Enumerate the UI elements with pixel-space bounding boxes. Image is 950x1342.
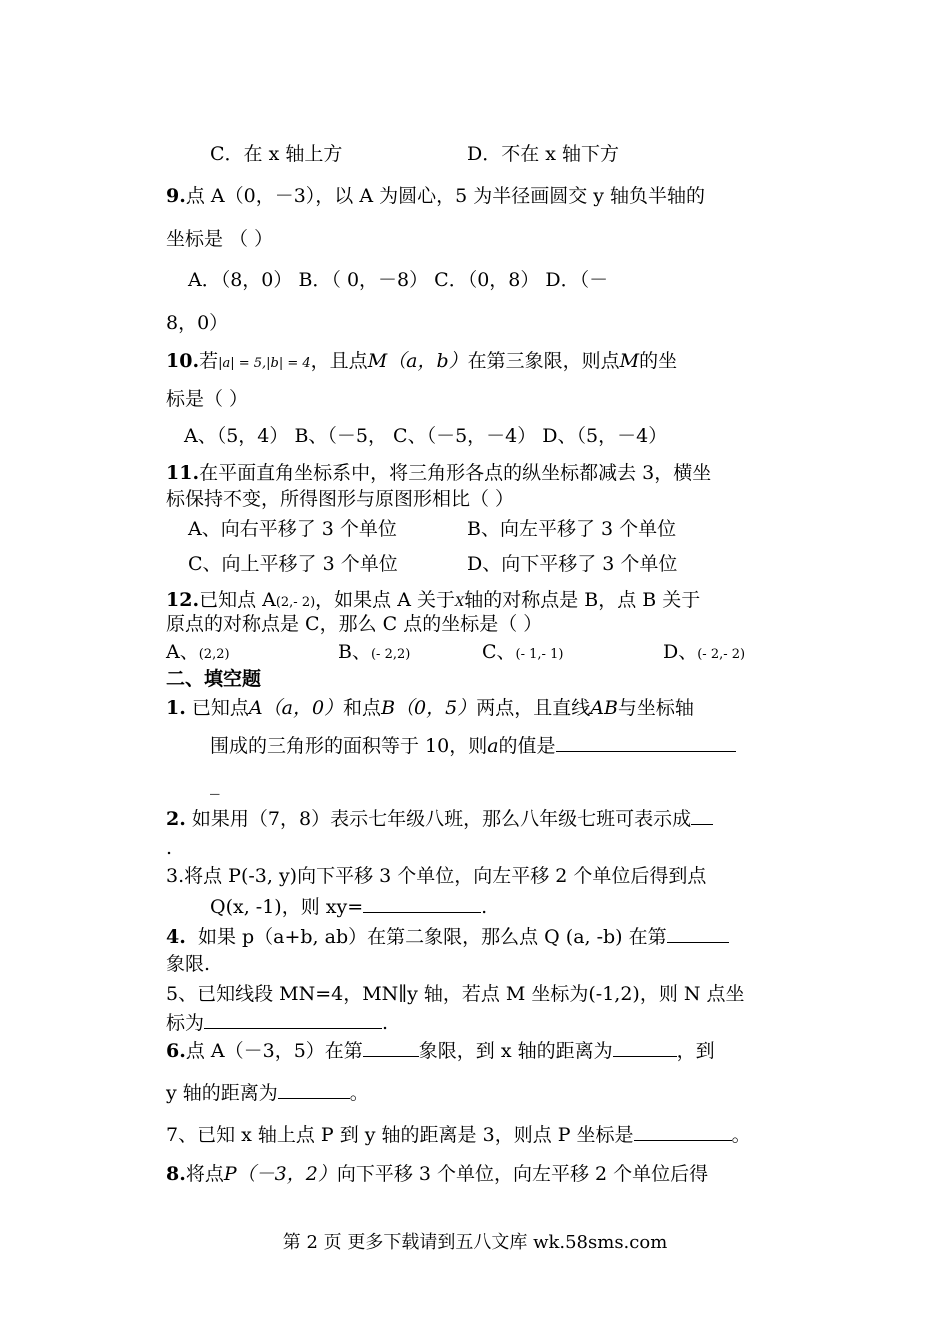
q10-end: 的坐 <box>639 350 678 372</box>
q11-line2: 标保持不变，所得图形与原图形相比（ ） <box>166 488 515 510</box>
f6-y-distance-blank[interactable] <box>278 1080 350 1099</box>
f4-line1 <box>166 924 729 949</box>
q10-point-m2: M <box>619 350 640 372</box>
q12-line1 <box>166 588 700 615</box>
q8-option-d: D．不在 x 轴下方 <box>467 143 620 165</box>
q10-options: A、（5，4） B、（－5， C、（－5，－4） D、（5，－4） <box>184 425 668 447</box>
f6-x-distance-blank[interactable] <box>613 1038 677 1057</box>
f1-line2-post: 的值是 <box>498 735 556 757</box>
f6-line2 <box>166 1080 369 1105</box>
f5-line2-end: . <box>382 1012 389 1034</box>
f4-number: 4. <box>166 926 186 948</box>
q11-option-d: D、向下平移了 3 个单位 <box>467 553 678 575</box>
f8-number: 8. <box>166 1163 186 1185</box>
f7-end: 。 <box>731 1124 751 1146</box>
q10-abs-expr: |a| = 5,|b| = 4 <box>218 356 311 371</box>
f8-pre: 将点 <box>185 1163 224 1185</box>
q12-option-c-value: (- 1,- 1) <box>515 647 564 662</box>
q10-pre: 若 <box>199 350 219 372</box>
f1-line2 <box>210 733 736 758</box>
f6-line1 <box>166 1038 715 1063</box>
section-heading: 二、填空题 <box>166 668 262 690</box>
f6-number: 6. <box>166 1040 186 1062</box>
f2-number: 2. <box>166 808 186 830</box>
f5-line1: 5、已知线段 MN=4，MN∥y 轴，若点 M 坐标为(-1,2)，则 N 点坐 <box>166 983 745 1005</box>
f1-line-ab: AB <box>590 697 618 719</box>
q12-line2: 原点的对称点是 C，那么 C 点的坐标是（ ） <box>166 613 543 635</box>
q12-option-d <box>663 640 745 667</box>
q11-number: 11. <box>166 462 200 484</box>
f7-stem: 7、已知 x 轴上点 P 到 y 轴的距离是 3，则点 P 坐标是 <box>166 1124 634 1146</box>
q9-options-cont: 8，0） <box>166 312 229 334</box>
f6-line2-pre: y 轴的距离为 <box>166 1082 278 1104</box>
f2-line2: . <box>166 837 173 859</box>
q12-pre: 已知点 A <box>199 589 276 611</box>
f7-line1 <box>166 1122 751 1147</box>
q9-stem: 点 A（0，－3），以 A 为圆心，5 为半径画圆交 y 轴负半轴的 <box>185 185 706 207</box>
q10-line1 <box>166 349 677 376</box>
f1-mid: 和点 <box>343 697 382 719</box>
q11-option-b: B、向左平移了 3 个单位 <box>467 518 677 540</box>
q12-number: 12. <box>166 589 200 611</box>
q12-option-b <box>338 640 410 667</box>
q11-stem: 在平面直角坐标系中，将三角形各点的纵坐标都减去 3，横坐 <box>199 462 712 484</box>
q10-coord: （a，b） <box>387 350 468 372</box>
q12-mid: ，如果点 A 关于 <box>315 589 455 611</box>
f2-stem: 如果用（7，8）表示七年级八班，那么八年级七班可表示成 <box>191 808 692 830</box>
q12-option-c-label: C、 <box>482 641 516 663</box>
f1-point-b: B（0，5） <box>381 697 477 719</box>
f3-line2-pre: Q(x, -1)，则 xy= <box>210 896 364 918</box>
f4-line2: 象限. <box>166 953 211 975</box>
f1-answer-blank[interactable] <box>556 733 736 752</box>
q12-axis: X <box>454 595 465 610</box>
f8-line1 <box>166 1162 708 1186</box>
f3-answer-blank[interactable] <box>363 894 481 913</box>
f3-line2 <box>210 894 487 919</box>
f1-point-a: A（a，0） <box>248 697 344 719</box>
q12-option-c <box>482 640 563 667</box>
q9-options: A．（8，0） B．（ 0，－8） C．（0，8） D．（－ <box>188 269 609 291</box>
f6-part3: ，到 <box>676 1040 715 1062</box>
f8-point-p: P（－3，2） <box>223 1163 337 1185</box>
f1-pre: 已知点 <box>191 697 249 719</box>
f2-line1 <box>166 806 713 831</box>
f1-end: 与坐标轴 <box>617 697 694 719</box>
q12-option-a-label: A、 <box>166 641 199 663</box>
f2-answer-blank[interactable] <box>691 806 713 825</box>
q12-option-b-value: (- 2,2) <box>370 647 411 662</box>
q10-line2: 标是（ ） <box>166 388 249 410</box>
f6-part2: 象限，到 x 轴的距离为 <box>418 1040 613 1062</box>
f3-line1: 3.将点 P(-3, y)向下平移 3 个单位，向左平移 2 个单位后得到点 <box>166 865 707 887</box>
q11-line1 <box>166 461 711 485</box>
f1-line2-pre: 围成的三角形的面积等于 10，则 <box>210 735 488 757</box>
q10-post: 在第三象限，则点 <box>467 350 620 372</box>
q11-option-c: C、向上平移了 3 个单位 <box>188 553 398 575</box>
f5-line2 <box>166 1010 388 1035</box>
q10-point-m: M <box>367 350 388 372</box>
q9-number: 9. <box>166 185 186 207</box>
f6-quadrant-blank[interactable] <box>363 1038 419 1057</box>
f4-answer-blank[interactable] <box>667 924 729 943</box>
f1-number: 1. <box>166 697 186 719</box>
q12-point-a: (2,- 2) <box>275 595 316 610</box>
q9-line1 <box>166 184 705 208</box>
q11-option-a: A、向右平移了 3 个单位 <box>188 518 397 540</box>
q12-option-b-label: B、 <box>338 641 371 663</box>
q9-line2: 坐标是 （ ） <box>166 228 274 250</box>
q8-option-c: C．在 x 轴上方 <box>210 143 343 165</box>
f6-part1: 点 A（－3，5）在第 <box>185 1040 363 1062</box>
f1-line1 <box>166 696 694 720</box>
q10-mid: ，且点 <box>310 350 368 372</box>
q10-number: 10. <box>166 350 200 372</box>
f7-answer-blank[interactable] <box>634 1122 732 1141</box>
f3-line2-end: . <box>481 896 488 918</box>
f8-post: 向下平移 3 个单位，向左平移 2 个单位后得 <box>336 1163 709 1185</box>
f5-answer-blank[interactable] <box>204 1010 382 1029</box>
f4-stem: 如果 p（a+b, ab）在第二象限，那么点 Q (a, -b) 在第 <box>197 926 667 948</box>
f1-var-a: a <box>487 735 499 757</box>
f6-line2-end: 。 <box>349 1082 369 1104</box>
f5-line2-pre: 标为 <box>166 1012 205 1034</box>
page-footer: 第 2 页 更多下载请到五八文库 wk.58sms.com <box>282 1232 668 1253</box>
q12-option-a <box>166 640 230 667</box>
f1-post: 两点，且直线 <box>476 697 591 719</box>
q12-option-a-value: (2,2) <box>198 647 230 662</box>
q12-option-d-value: (- 2,- 2) <box>697 647 746 662</box>
q12-post: 轴的对称点是 B，点 B 关于 <box>464 589 701 611</box>
q12-option-d-label: D、 <box>663 641 698 663</box>
f1-line3: _ <box>210 773 220 795</box>
